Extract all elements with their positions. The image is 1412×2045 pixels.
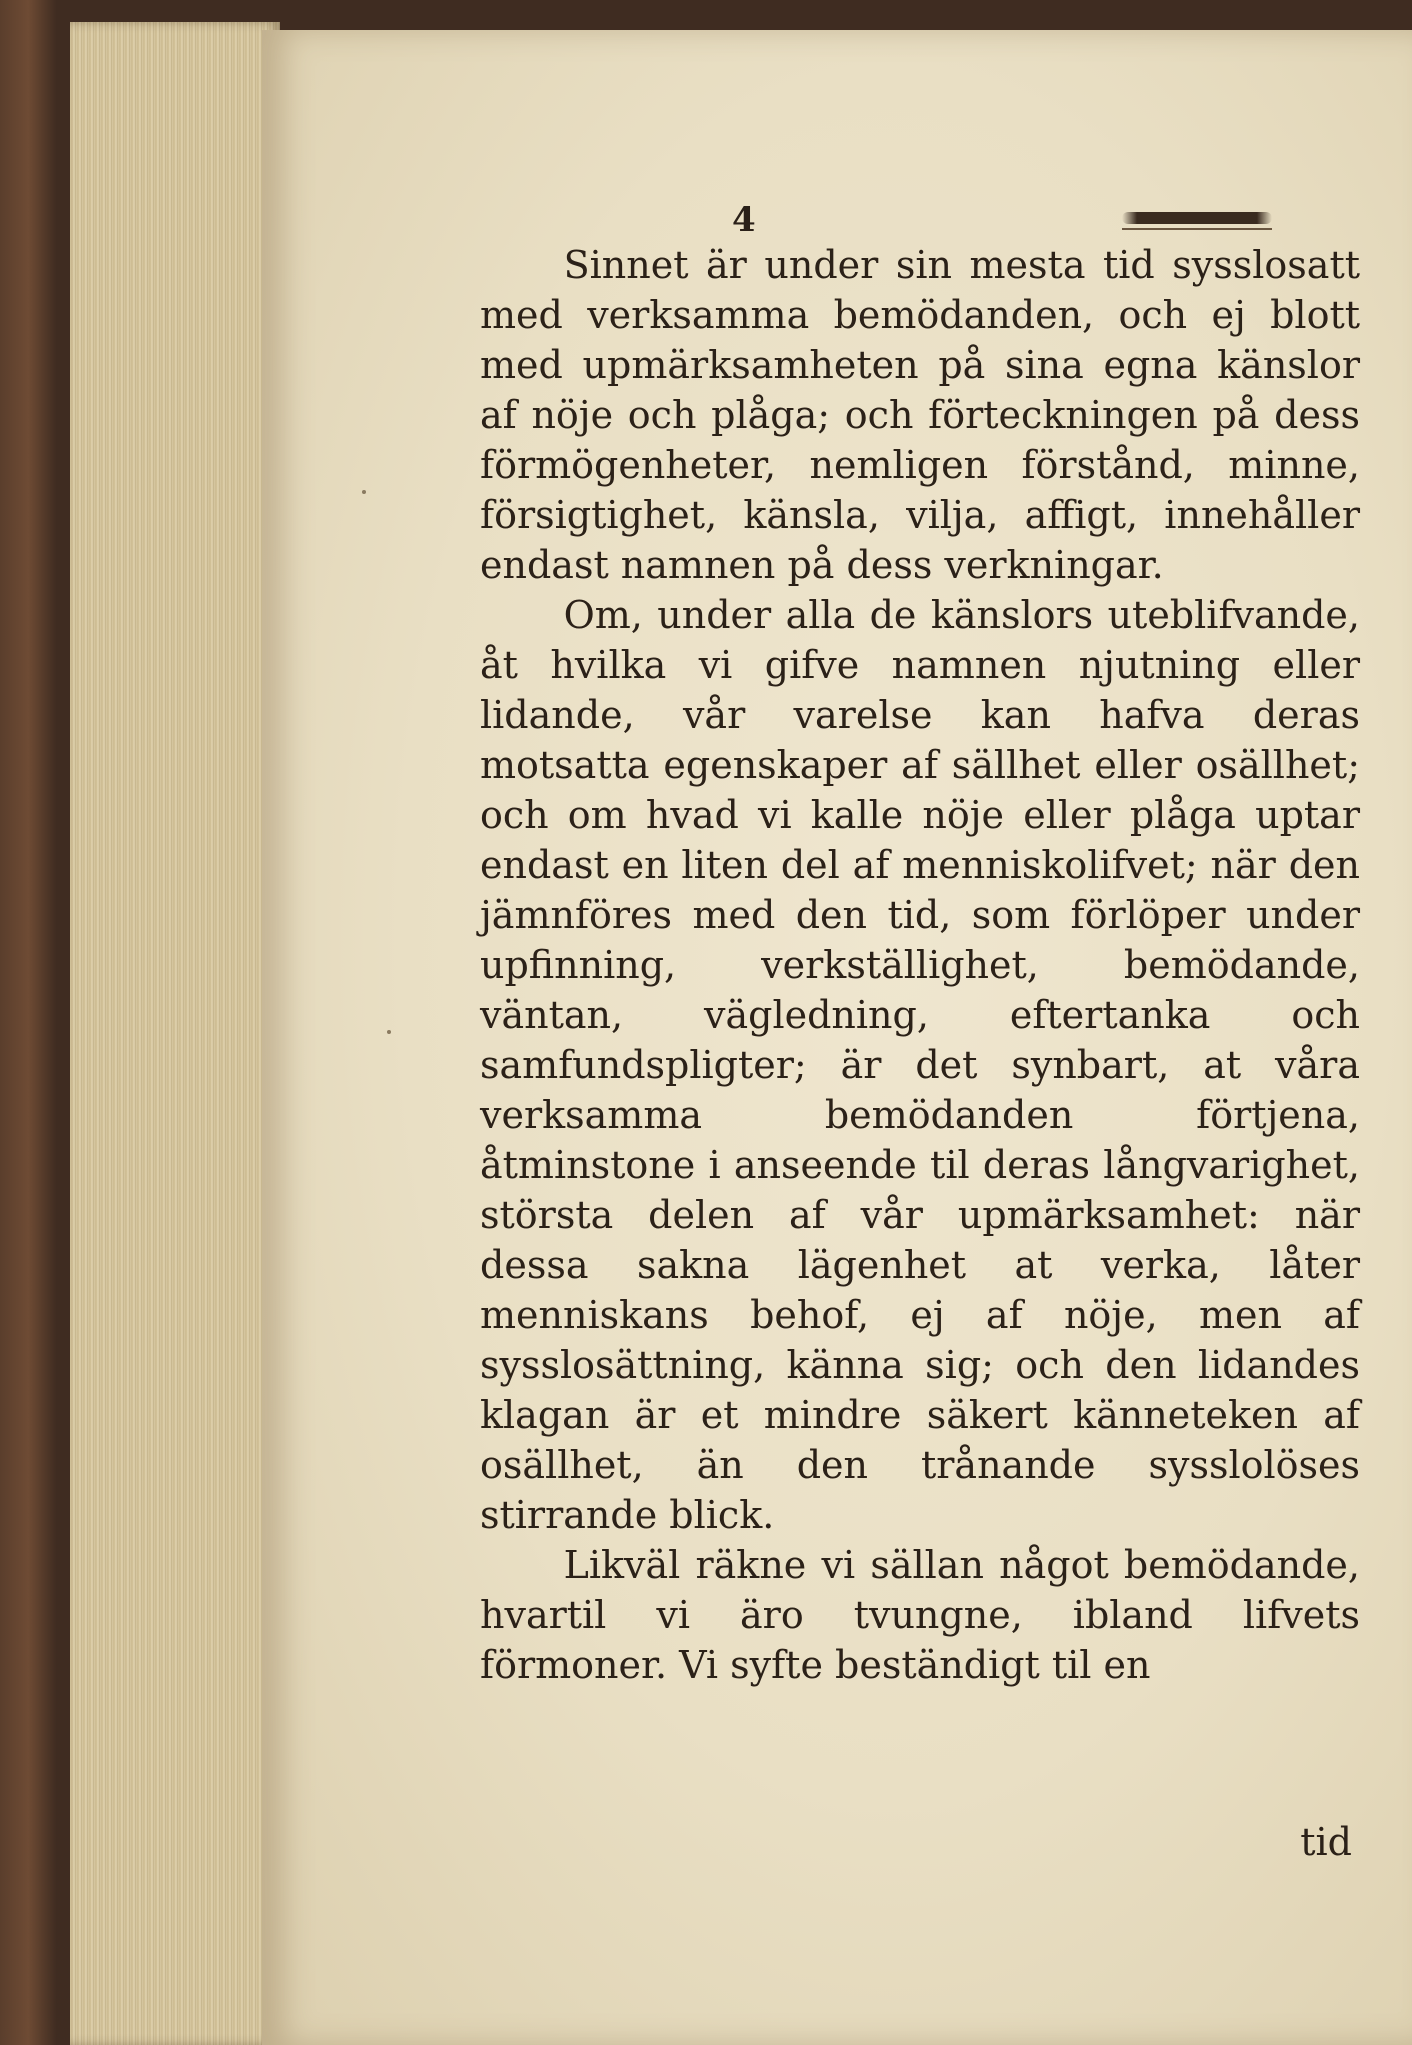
paragraph-2: Om, under alla de känslors uteblifvande, åt hvilka vi gifve namnen njutning eller lidande, vår varelse kan hafva deras motsatta egenskaper af sällhet eller osällhet; och om hvad vi kalle nöje eller plåga uptar endast en liten del af menniskolifvet; när den jämnföres med den tid, som förlöper under upfinning, verkställighet, bemödande, väntan, vägledning, eftertanka och samfundspligter; är det synbart, at våra verksamma bemödanden förtjena, åtminstone i anseende til deras långvarighet, största delen af vår upmärksamhet: när dessa sakna lägenhet at verka, låter menniskans behof, ej af nöje, men af sysslosättning, känna sig; och den lidandes klagan är et mindre säkert känneteken af osällhet, än den trånande sysslolöses stirrande blick. <box>480 593 1360 1537</box>
margin-mark <box>387 1030 391 1034</box>
page-number: 4 <box>732 200 756 240</box>
paragraph-3: Likväl räkne vi sällan något bemödande, hvartil vi äro tvungne, ibland lifvets förmoner. Vi syfte beständigt til en <box>480 1543 1360 1687</box>
page-edges <box>70 22 280 2045</box>
body-text <box>480 240 1360 1690</box>
margin-mark <box>362 490 366 494</box>
header-ornament-rule <box>1122 228 1272 230</box>
paragraph-1: Sinnet är under sin mesta tid sysslosatt med verksamma bemödanden, och ej blott med upmärksamheten på sina egna känslor af nöje och plåga; och förteckningen på dess förmögenheter, nemligen förstånd, minne, försigtighet, känsla, vilja, affigt, innehåller endast namnen på dess verkningar. <box>480 243 1360 587</box>
catchword: tid <box>1300 1820 1352 1864</box>
page-header <box>732 200 1412 240</box>
header-ornament <box>1122 212 1272 224</box>
